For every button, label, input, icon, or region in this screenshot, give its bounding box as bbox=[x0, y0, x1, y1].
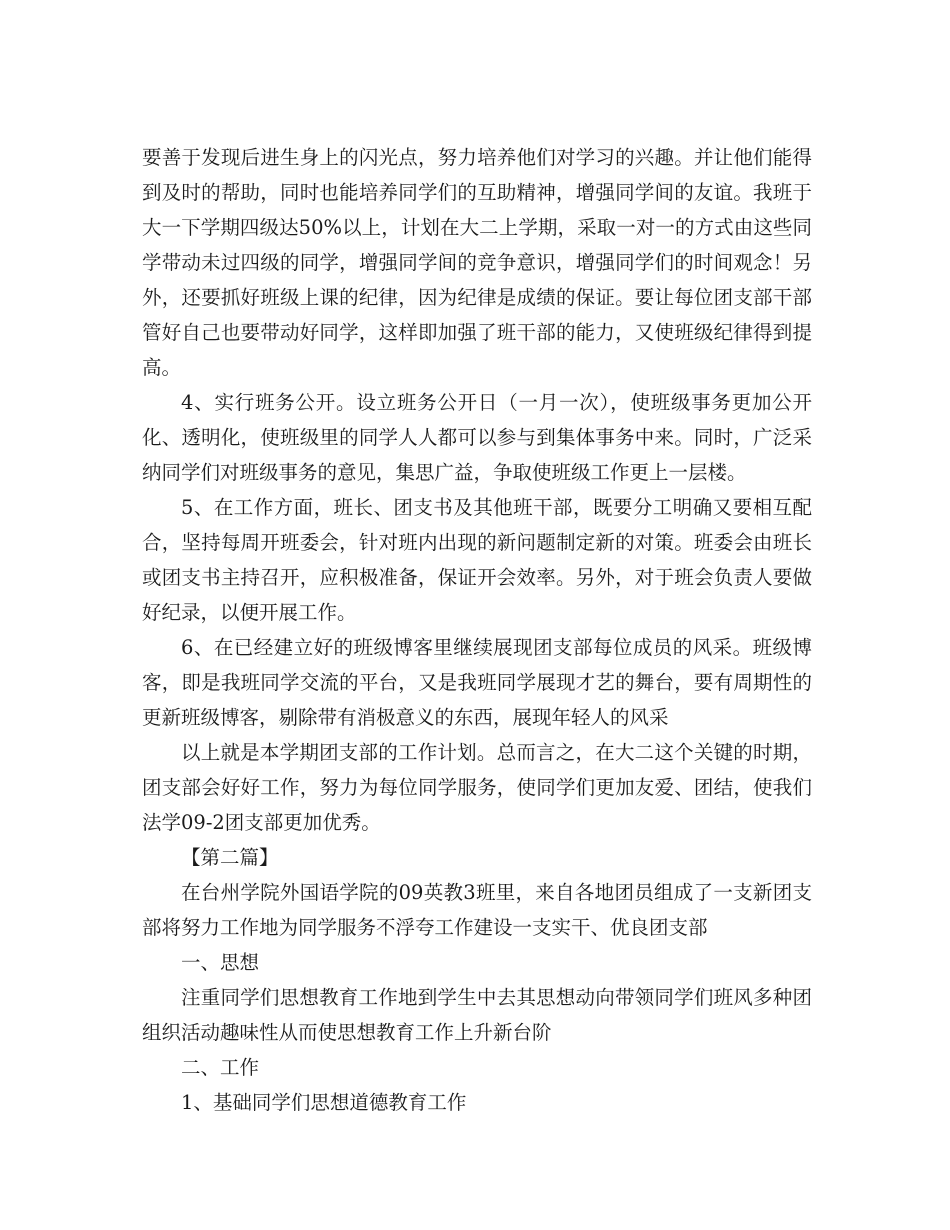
paragraph-item-4: 4、实行班务公开。设立班务公开日（一月一次），使班级事务更加公开化、透明化，使班级里的同学人人都可以参与到集体事务中来。同时，广泛采纳同学们对班级事务的意见，集思广益，争取使班级工作更上一层楼。 bbox=[142, 391, 812, 484]
heading-thought: 一、思想 bbox=[181, 951, 260, 974]
paragraph-thought: 注重同学们思想教育工作地到学生中去其思想动向带领同学们班风多种团组织活动趣味性从而使思想教育工作上升新台阶 bbox=[142, 986, 812, 1044]
section-heading-second-part: 【第二篇】 bbox=[181, 846, 279, 869]
paragraph-item-5: 5、在工作方面，班长、团支书及其他班干部，既要分工明确又要相互配合，坚持每周开班委会，针对班内出现的新问题制定新的对策。班委会由班长或团支书主持召开，应积极准备，保证开会效率。另外，对于班会负责人要做好纪录，以便开展工作。 bbox=[142, 496, 812, 624]
paragraph-item-6: 6、在已经建立好的班级博客里继续展现团支部每位成员的风采。班级博客，即是我班同学交流的平台，又是我班同学展现才艺的舞台，要有周期性的更新班级博客，剔除带有消极意义的东西，展现年轻人的风采 bbox=[142, 636, 812, 729]
paragraph-continuation: 要善于发现后进生身上的闪光点，努力培养他们对学习的兴趣。并让他们能得到及时的帮助，同时也能培养同学们的互助精神，增强同学间的友谊。我班于大一下学期四级达50%以上，计划在大二上学期，采取一对一的方式由这些同学带动未过四级的同学，增强同学间的竞争意识，增强同学们的时间观念！另外，还要抓好班级上课的纪律，因为纪律是成绩的保证。要让每位团支部干部管好自己也要带动好同学，这样即加强了班干部的能力，又使班级纪律得到提高。 bbox=[142, 146, 812, 379]
heading-work: 二、工作 bbox=[181, 1056, 260, 1079]
document-body bbox=[142, 140, 812, 1120]
paragraph-summary: 以上就是本学期团支部的工作计划。总而言之，在大二这个关键的时期，团支部会好好工作，努力为每位同学服务，使同学们更加友爱、团结，使我们法学09-2团支部更加优秀。 bbox=[142, 741, 812, 834]
paragraph-intro: 在台州学院外国语学院的09英教3班里，来自各地团员组成了一支新团支部将努力工作地为同学服务不浮夸工作建设一支实干、优良团支部 bbox=[142, 881, 812, 939]
paragraph-work-item-1: 1、基础同学们思想道德教育工作 bbox=[181, 1091, 467, 1114]
